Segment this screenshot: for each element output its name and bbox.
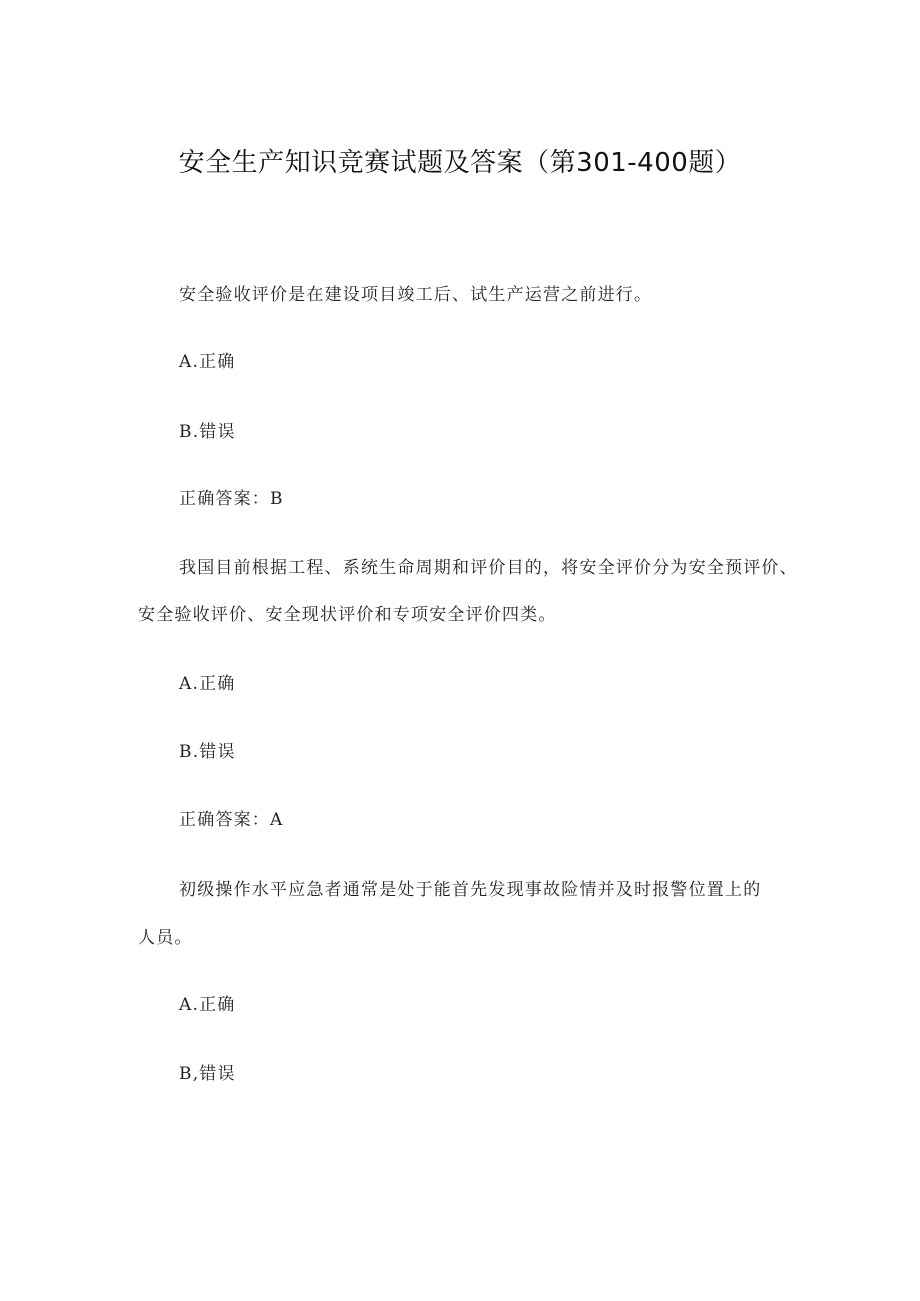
question-2-option-a: A.正确	[179, 674, 236, 694]
question-1-option-b: B.错误	[179, 422, 236, 442]
question-3-stem-line-1: 初级操作水平应急者通常是处于能首先发现事故险情并及时报警位置上的	[179, 880, 762, 900]
question-3-stem-line-2: 人员。	[138, 928, 193, 948]
question-1-option-a: A.正确	[179, 352, 236, 372]
question-2-answer: 正确答案：A	[179, 810, 284, 830]
question-3-option-b: B,错误	[179, 1064, 236, 1084]
question-2-stem-line-1: 我国目前根据工程、系统生命周期和评价目的，将安全评价分为安全预评价、	[179, 558, 798, 578]
question-1-stem-line-1: 安全验收评价是在建设项目竣工后、试生产运营之前进行。	[179, 285, 653, 305]
page-title: 安全生产知识竞赛试题及答案（第301-400题）	[178, 148, 742, 178]
question-1-answer: 正确答案：B	[179, 489, 284, 509]
question-2-option-b: B.错误	[179, 742, 236, 762]
question-2-stem-line-2: 安全验收评价、安全现状评价和专项安全评价四类。	[138, 605, 557, 625]
question-3-option-a: A.正确	[179, 995, 236, 1015]
